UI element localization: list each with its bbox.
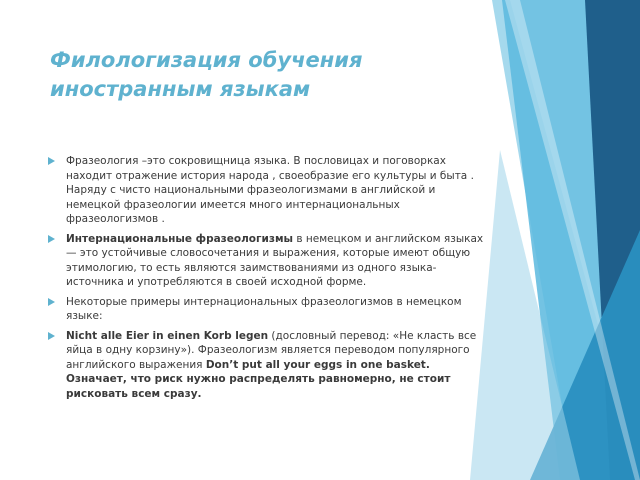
bullet-bold-term: Nicht alle Eier in einen Korb legen [66, 329, 269, 342]
bullet-text: (дословный перевод: «Не класть все яйца в одну корзину»). Фразеологизм является переводом популярного английского выражения [66, 329, 477, 371]
bullet-item [48, 329, 488, 402]
bullet-item [48, 232, 488, 290]
triangle-bullet-icon [48, 332, 55, 340]
bullet-bold-term: Интернациональные фразеологизмы [66, 232, 294, 245]
bullet-item [48, 295, 488, 324]
bullet-text: Фразеология –это сокровищница языка. В пословицах и поговорках находит отражение история народа , своеобразие его культуры и быта . Наряду с чисто национальными фразеологизмами в английской и немецкой фразеологии имеется много интернациональных фразеологизмов . [66, 155, 474, 225]
slide-title: Филологизация обучения иностранным языкам [50, 48, 363, 101]
bullet-list [48, 154, 488, 406]
triangle-bullet-icon [48, 298, 55, 306]
triangle-bullet-icon [48, 157, 55, 165]
bullet-bold-phrase: Don’t put all your eggs in one basket. Означает, что риск нужно распределять равномерно, не стоит рисковать всем сразу. [66, 358, 451, 400]
bullet-text: в немецком и английском языках — это устойчивые словосочетания и выражения, которые имеют общую этимологию, то есть являются заимствованиями из одного языка-источника и употребляются в своей исходной форме. [66, 232, 484, 288]
bullet-text: Некоторые примеры интернациональных фразеологизмов в немецком языке: [66, 295, 462, 322]
bullet-item [48, 154, 488, 227]
triangle-bullet-icon [48, 235, 55, 243]
